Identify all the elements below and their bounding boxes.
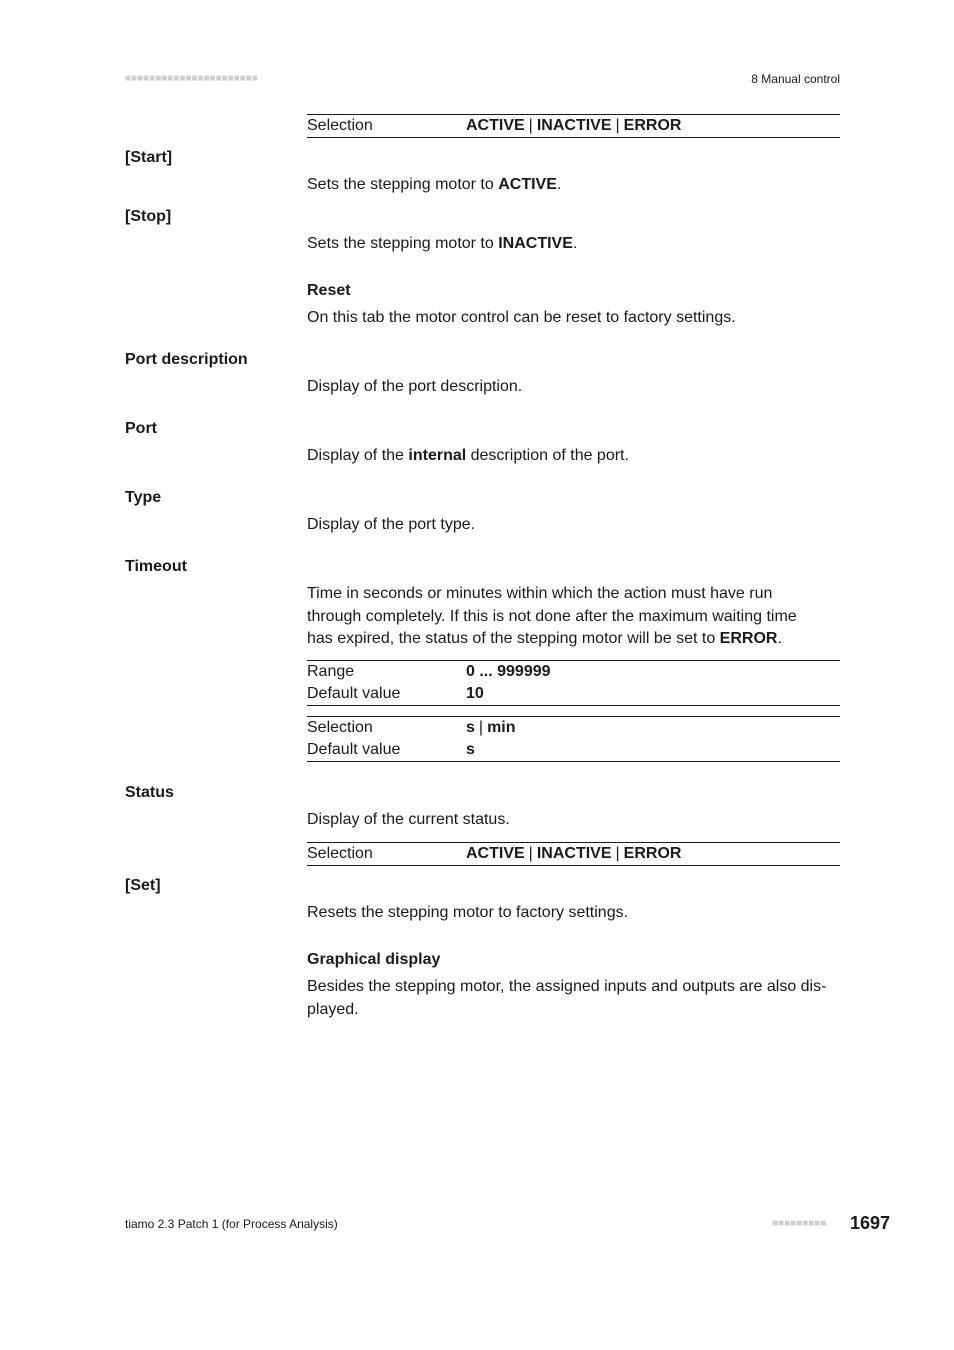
port-description-text: Display of the port description. (307, 378, 523, 395)
timeout-label: Timeout (125, 558, 187, 575)
footer-product: tiamo 2.3 Patch 1 (for Process Analysis) (125, 1217, 338, 1231)
selection-table-status (307, 842, 840, 866)
selection-key: Selection (307, 845, 373, 862)
port-label: Port (125, 420, 157, 437)
header-decoration: ■■■■■■■■■■■■■■■■■■■■■■ (125, 73, 258, 84)
separator: | (528, 117, 533, 134)
selection-table-motor (307, 114, 840, 138)
timeout-range-table (307, 660, 840, 706)
selection-row (307, 115, 840, 137)
selection-row (307, 843, 840, 865)
start-label: [Start] (125, 149, 173, 166)
default-value: 10 (466, 685, 484, 702)
value-inactive: INACTIVE (536, 117, 612, 134)
reset-heading: Reset (307, 282, 351, 299)
port-description-label: Port description (125, 351, 248, 368)
status-label: Status (125, 784, 174, 801)
range-key: Range (307, 663, 355, 680)
status-text: Display of the current status. (307, 811, 510, 828)
separator: | (615, 117, 620, 134)
range-value: 0 ... 999999 (466, 663, 551, 680)
default-key: Default value (307, 685, 401, 702)
timeout-unit-table (307, 716, 840, 762)
page-number: 1697 (849, 1213, 890, 1233)
unit-selection-row (307, 717, 840, 739)
unit-selection-key: Selection (307, 719, 373, 736)
timeout-description: Time in seconds or minutes within which the action must have run through completely. If this is not done after the maximum waiting time has expired, the status of the stepping motor will be set to ERROR. (307, 585, 797, 647)
range-row (307, 661, 840, 683)
default-row (307, 683, 840, 705)
unit-default-row (307, 739, 840, 761)
start-description: Sets the stepping motor to ACTIVE. (307, 176, 562, 193)
unit-default-value: s (466, 741, 475, 758)
unit-selection-values: s | min (466, 719, 516, 736)
stop-description: Sets the stepping motor to INACTIVE. (307, 235, 578, 252)
graphical-display-heading: Graphical display (307, 951, 441, 968)
unit-default-key: Default value (307, 741, 401, 758)
graphical-display-description: Besides the stepping motor, the assigned inputs and outputs are also dis- played. (307, 978, 827, 1018)
selection-values: ACTIVE | INACTIVE | ERROR (466, 845, 682, 862)
stop-label: [Stop] (125, 208, 172, 225)
footer-decoration: ■■■■■■■■■ (772, 1218, 827, 1229)
chapter-title: 8 Manual control (751, 72, 840, 86)
reset-description: On this tab the motor control can be reset to factory settings. (307, 309, 736, 326)
set-label: [Set] (125, 877, 161, 894)
type-text: Display of the port type. (307, 516, 476, 533)
selection-values (466, 115, 681, 137)
selection-key: Selection (307, 117, 373, 134)
port-text: Display of the internal description of the port. (307, 447, 629, 464)
value-active: ACTIVE (466, 117, 525, 134)
value-error: ERROR (623, 117, 682, 134)
type-label: Type (125, 489, 162, 506)
set-description: Resets the stepping motor to factory settings. (307, 904, 629, 921)
